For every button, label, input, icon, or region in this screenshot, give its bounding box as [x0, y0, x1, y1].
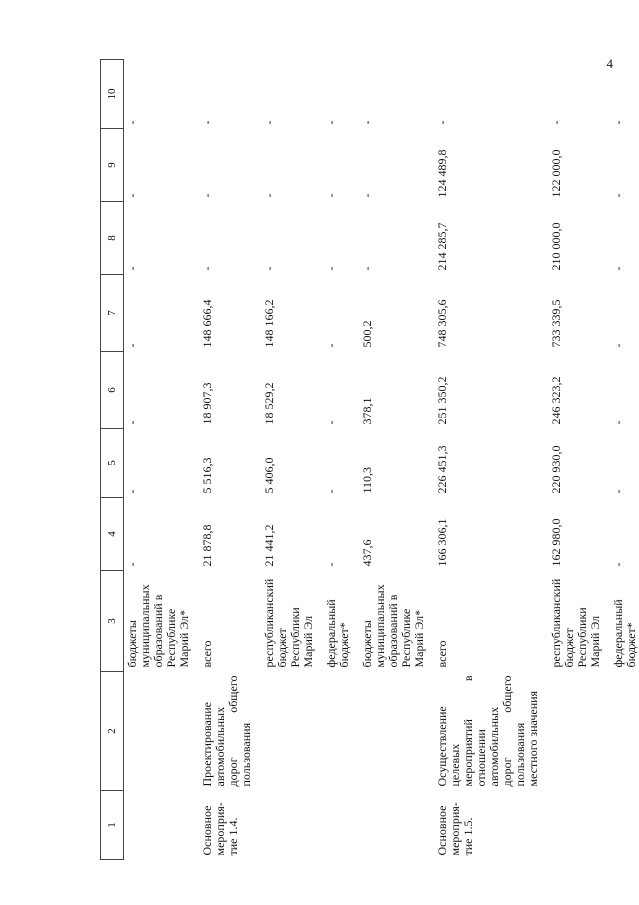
table-row: [261, 60, 323, 860]
table-cell-col-3: федеральный бюджет*: [324, 599, 351, 668]
table-cell-col-5: 110,3: [360, 466, 374, 494]
table-cell-col-7: -: [324, 343, 338, 348]
table-cell-col-6: 246 323,2: [549, 376, 563, 425]
table-cell-col-3: республиканский бюджет Республики Марий Эл: [549, 578, 602, 668]
page-number: 4: [606, 56, 613, 71]
table-row: [124, 60, 200, 860]
table-cell-col-10: -: [549, 120, 563, 125]
table-cell-col-4: 162 980,0: [549, 518, 563, 567]
table-cell-col-10: -: [324, 120, 338, 125]
table-cell-col-9: -: [611, 193, 625, 198]
table-cell-col-5: -: [611, 489, 625, 494]
table-row: [323, 60, 359, 860]
table-row: [434, 60, 548, 860]
col-header-2: 2: [101, 672, 124, 791]
table-cell-col-1: [261, 791, 323, 860]
table-cell-col-10: -: [435, 120, 449, 125]
table-cell-col-7: 148 666,4: [200, 299, 214, 348]
table-cell-col-6: 18 907,3: [200, 382, 214, 425]
table-cell-col-9: -: [262, 193, 276, 198]
table-cell-col-6: 251 350,2: [435, 376, 449, 425]
col-header-10: 10: [101, 60, 124, 129]
table-cell-col-7: -: [125, 343, 139, 348]
table-cell-col-10: -: [360, 120, 374, 125]
table-cell-col-5: 5 406,0: [262, 457, 276, 494]
table-cell-col-1: [548, 791, 610, 860]
table-cell-col-6: 378,1: [360, 397, 374, 425]
table-cell-col-2: [124, 672, 200, 791]
table-cell-col-4: 166 306,1: [435, 518, 449, 567]
table-cell-col-10: -: [200, 120, 214, 125]
col-header-6: 6: [101, 352, 124, 429]
table-cell-col-1: Основное мероприя-тие 1.5.: [435, 802, 475, 856]
table-cell-col-1: [124, 791, 200, 860]
table-cell-col-9: 124 489,8: [435, 149, 449, 198]
table-row: [548, 60, 610, 860]
table-cell-col-2: Проектирование автомобильных дорог общего пользования: [200, 675, 253, 787]
table-cell-col-2: [548, 672, 610, 791]
table-cell-col-5: -: [125, 489, 139, 494]
table-cell-col-8: -: [125, 266, 139, 271]
rotated-table-container: [100, 70, 638, 860]
table-cell-col-9: -: [125, 193, 139, 198]
table-cell-col-6: -: [611, 420, 625, 425]
table-cell-col-4: -: [125, 562, 139, 567]
table-cell-col-8: -: [360, 266, 374, 271]
table-cell-col-2: [610, 672, 639, 791]
table-cell-col-8: -: [262, 266, 276, 271]
table-cell-col-10: -: [611, 120, 625, 125]
col-header-8: 8: [101, 202, 124, 275]
col-header-1: 1: [101, 791, 124, 860]
table-row: [359, 60, 434, 860]
table-cell-col-2: [359, 672, 434, 791]
table-cell-col-7: -: [611, 343, 625, 348]
table-cell-col-2: Осуществление целевых мероприятий в отношении автомобильных дорог общего пользования местного значения: [435, 675, 540, 787]
table-cell-col-9: 122 000,0: [549, 149, 563, 198]
col-header-4: 4: [101, 498, 124, 571]
budget-table: [100, 59, 639, 860]
table-cell-col-10: -: [125, 120, 139, 125]
table-cell-col-4: -: [324, 562, 338, 567]
table-cell-col-4: 21 441,2: [262, 524, 276, 567]
table-cell-col-8: 210 000,0: [549, 222, 563, 271]
table-cell-col-7: 148 166,2: [262, 299, 276, 348]
col-header-7: 7: [101, 275, 124, 352]
table-cell-col-5: 220 930,0: [549, 445, 563, 494]
table-cell-col-1: Основное мероприя-тие 1.4.: [200, 802, 240, 856]
table-cell-col-4: 21 878,8: [200, 524, 214, 567]
table-cell-col-5: 226 451,3: [435, 445, 449, 494]
table-cell-col-8: -: [200, 266, 214, 271]
table-cell-col-8: 214 285,7: [435, 222, 449, 271]
table-cell-col-6: -: [324, 420, 338, 425]
table-cell-col-4: 437,6: [360, 539, 374, 567]
table-cell-col-3: федеральный бюджет*: [611, 599, 638, 668]
table-cell-col-3: всего: [435, 640, 449, 668]
table-cell-col-7: 748 305,6: [435, 299, 449, 348]
table-cell-col-5: 5 516,3: [200, 457, 214, 494]
table-cell-col-3: бюджеты муниципальных образований в Республике Марий Эл*: [360, 584, 426, 668]
table-cell-col-7: 500,2: [360, 320, 374, 348]
table-cell-col-2: [323, 672, 359, 791]
table-cell-col-3: республиканский бюджет Республики Марий Эл: [262, 578, 315, 668]
table-cell-col-3: всего: [200, 640, 214, 668]
table-cell-col-3: бюджеты муниципальных образований в Республике Марий Эл*: [125, 584, 191, 668]
table-cell-col-1: [610, 791, 639, 860]
table-cell-col-7: 733 339,5: [549, 299, 563, 348]
table-cell-col-10: -: [262, 120, 276, 125]
table-cell-col-8: -: [324, 266, 338, 271]
header-row: [101, 60, 124, 860]
col-header-5: 5: [101, 429, 124, 498]
table-cell-col-2: [261, 672, 323, 791]
table-cell-col-8: -: [611, 266, 625, 271]
col-header-9: 9: [101, 129, 124, 202]
table-row: [199, 60, 261, 860]
table-cell-col-4: -: [611, 562, 625, 567]
table-cell-col-9: -: [324, 193, 338, 198]
table-cell-col-1: [359, 791, 434, 860]
table-cell-col-1: [323, 791, 359, 860]
table-cell-col-9: -: [360, 193, 374, 198]
col-header-3: 3: [101, 571, 124, 672]
table-cell-col-9: -: [200, 193, 214, 198]
table-cell-col-6: -: [125, 420, 139, 425]
table-cell-col-6: 18 529,2: [262, 382, 276, 425]
table-cell-col-5: -: [324, 489, 338, 494]
table-row: [610, 60, 639, 860]
